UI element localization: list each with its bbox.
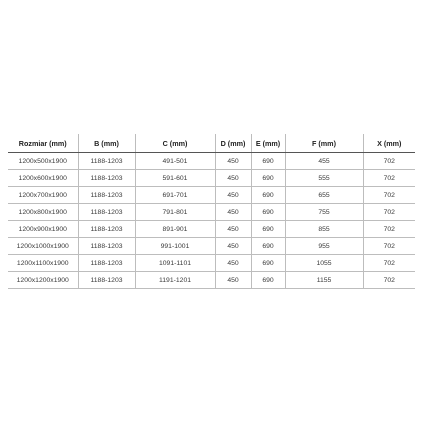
- header-e: E (mm): [251, 134, 285, 153]
- cell-size: 1200x600x1900: [8, 170, 78, 187]
- cell-c: 891-901: [135, 221, 215, 238]
- table-row: [8, 204, 415, 221]
- cell-c: 691-701: [135, 187, 215, 204]
- cell-e: 690: [251, 238, 285, 255]
- cell-b: 1188-1203: [78, 187, 135, 204]
- cell-d: 450: [215, 255, 251, 272]
- cell-e: 690: [251, 153, 285, 170]
- cell-d: 450: [215, 221, 251, 238]
- cell-f: 855: [285, 221, 363, 238]
- cell-d: 450: [215, 187, 251, 204]
- cell-f: 755: [285, 204, 363, 221]
- cell-f: 555: [285, 170, 363, 187]
- header-b: B (mm): [78, 134, 135, 153]
- cell-d: 450: [215, 238, 251, 255]
- cell-c: 591-601: [135, 170, 215, 187]
- cell-f: 1055: [285, 255, 363, 272]
- cell-b: 1188-1203: [78, 204, 135, 221]
- cell-size: 1200x700x1900: [8, 187, 78, 204]
- table-header: [8, 134, 415, 153]
- table-row: [8, 238, 415, 255]
- cell-b: 1188-1203: [78, 153, 135, 170]
- cell-size: 1200x900x1900: [8, 221, 78, 238]
- cell-e: 690: [251, 204, 285, 221]
- cell-b: 1188-1203: [78, 170, 135, 187]
- cell-b: 1188-1203: [78, 272, 135, 289]
- cell-d: 450: [215, 170, 251, 187]
- cell-size: 1200x800x1900: [8, 204, 78, 221]
- cell-f: 955: [285, 238, 363, 255]
- header-f: F (mm): [285, 134, 363, 153]
- cell-c: 1091-1101: [135, 255, 215, 272]
- cell-size: 1200x1200x1900: [8, 272, 78, 289]
- cell-x: 702: [363, 187, 415, 204]
- cell-c: 791-801: [135, 204, 215, 221]
- cell-x: 702: [363, 221, 415, 238]
- cell-x: 702: [363, 153, 415, 170]
- table-row: [8, 153, 415, 170]
- cell-c: 991-1001: [135, 238, 215, 255]
- cell-size: 1200x500x1900: [8, 153, 78, 170]
- table-body: [8, 153, 415, 289]
- header-c: C (mm): [135, 134, 215, 153]
- table-row: [8, 187, 415, 204]
- cell-size: 1200x1100x1900: [8, 255, 78, 272]
- cell-b: 1188-1203: [78, 255, 135, 272]
- dimensions-table-container: [8, 134, 415, 289]
- cell-d: 450: [215, 272, 251, 289]
- table-row: [8, 272, 415, 289]
- cell-x: 702: [363, 170, 415, 187]
- table-row: [8, 221, 415, 238]
- header-x: X (mm): [363, 134, 415, 153]
- cell-e: 690: [251, 221, 285, 238]
- cell-e: 690: [251, 255, 285, 272]
- cell-e: 690: [251, 187, 285, 204]
- cell-c: 1191-1201: [135, 272, 215, 289]
- cell-x: 702: [363, 255, 415, 272]
- cell-x: 702: [363, 204, 415, 221]
- cell-x: 702: [363, 272, 415, 289]
- dimensions-table: [8, 134, 415, 289]
- table-row: [8, 255, 415, 272]
- cell-f: 655: [285, 187, 363, 204]
- cell-d: 450: [215, 204, 251, 221]
- cell-e: 690: [251, 170, 285, 187]
- cell-b: 1188-1203: [78, 221, 135, 238]
- cell-x: 702: [363, 238, 415, 255]
- header-size: Rozmiar (mm): [8, 134, 78, 153]
- cell-f: 455: [285, 153, 363, 170]
- cell-c: 491-501: [135, 153, 215, 170]
- header-row: [8, 134, 415, 153]
- cell-f: 1155: [285, 272, 363, 289]
- header-d: D (mm): [215, 134, 251, 153]
- cell-e: 690: [251, 272, 285, 289]
- table-row: [8, 170, 415, 187]
- cell-b: 1188-1203: [78, 238, 135, 255]
- cell-d: 450: [215, 153, 251, 170]
- cell-size: 1200x1000x1900: [8, 238, 78, 255]
